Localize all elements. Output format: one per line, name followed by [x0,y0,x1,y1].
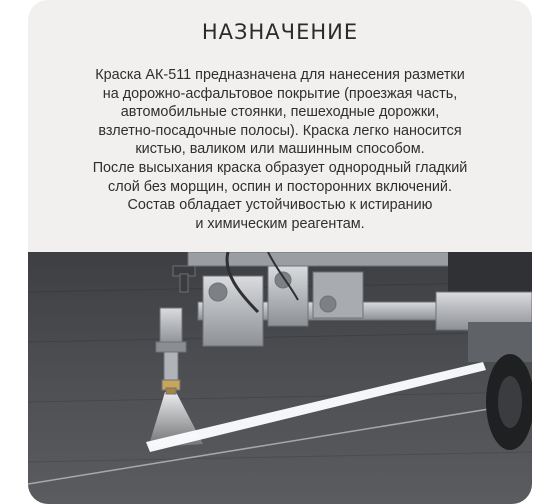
description-line: взлетно-посадочные полосы). Краска легко наносится [98,122,462,139]
road-marking-machine-photo [28,252,532,504]
description-line: на дорожно-асфальтовое покрытие (проезжая часть, [102,85,458,102]
section-description [46,66,514,233]
description-line: и химическим реагентам. [195,215,365,232]
description-line: После высыхания краска образует однородный гладкий [92,159,468,176]
section-title: НАЗНАЧЕНИЕ [201,20,359,44]
description-line: слой без морщин, оспин и посторонних включений. [108,178,452,195]
description-line: кистью, валиком или машинным способом. [135,141,425,158]
description-line: Краска АК-511 предназначена для нанесения разметки [95,67,465,83]
description-line: Состав обладает устойчивостью к истиранию [127,197,433,214]
purpose-card [28,0,532,504]
description-line: автомобильные стоянки, пешеходные дорожки, [120,104,440,121]
road-marking-illustration [28,252,532,504]
